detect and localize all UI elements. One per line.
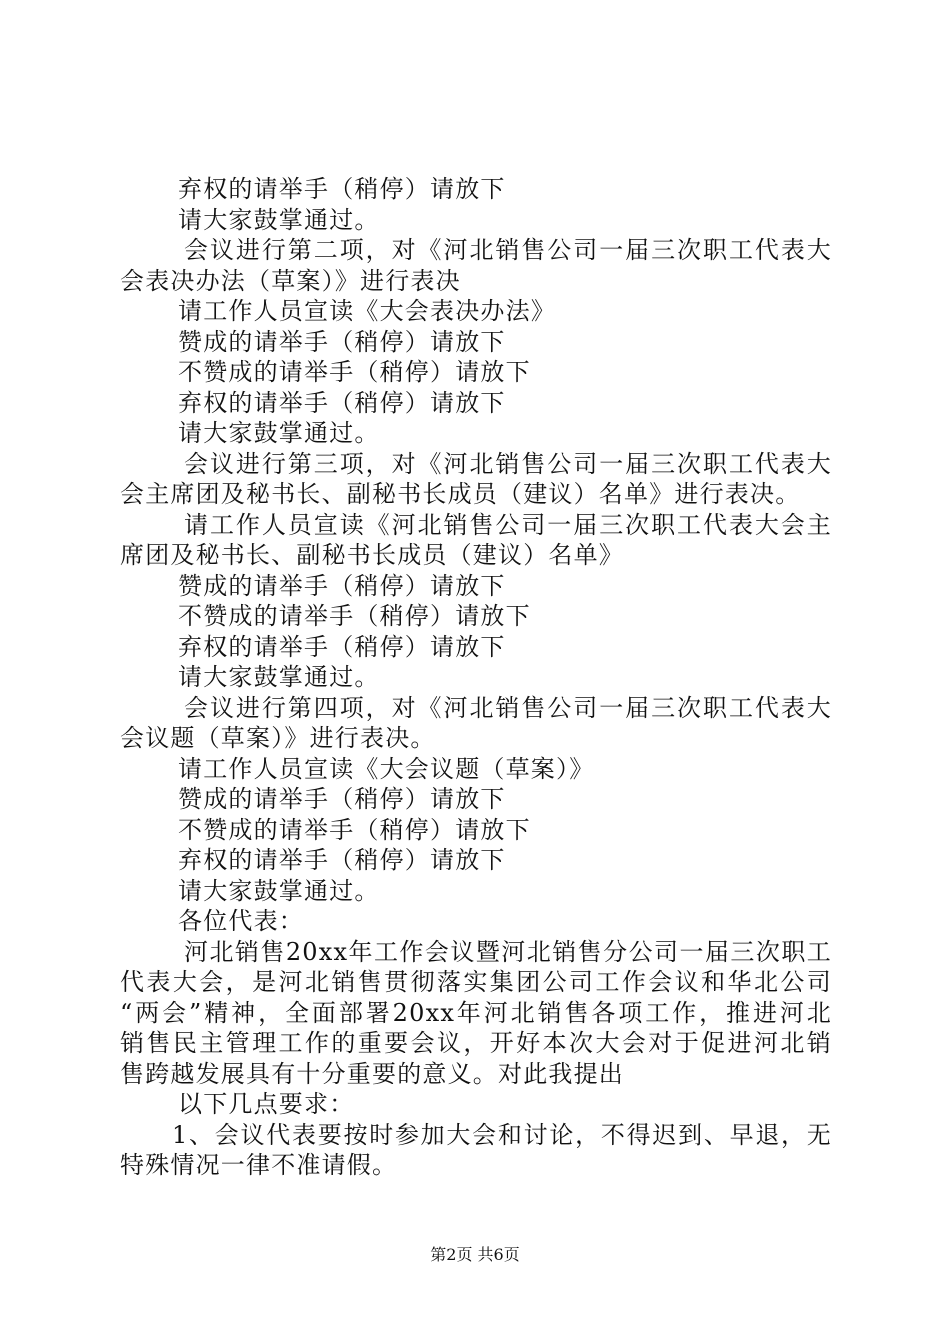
text-line: 请工作人员宣读《河北销售公司一届三次职工代表大会主 [184,510,832,539]
text-line: 不赞成的请举手（稍停）请放下 [178,815,531,844]
text-line: 请工作人员宣读《大会表决办法》 [178,297,556,325]
text-line: 特殊情况一律不准请假。 [120,1151,398,1179]
text-line: 弃权的请举手（稍停）请放下 [178,175,506,203]
text-line: 请大家鼓掌通过。 [178,419,380,447]
text-line: 会主席团及秘书长、副秘书长成员（建议）名单》进行表决。 [120,480,801,508]
text-line: 会议进行第二项，对《河北销售公司一届三次职工代表大 [184,236,832,264]
text-line: 赞成的请举手（稍停）请放下 [178,785,506,813]
text-line: 销售民主管理工作的重要会议，开好本次大会对于促进河北销 [120,1029,832,1057]
text-line: 1、会议代表要按时参加大会和讨论，不得迟到、早退，无 [172,1120,832,1149]
text-line: 代表大会，是河北销售贯彻落实集团公司工作会议和华北公司 [120,968,832,996]
text-line: 会表决办法（草案）》进行表决 [120,266,461,295]
document-body [120,174,832,1181]
text-line: 请大家鼓掌通过。 [178,205,380,234]
text-line: 会议进行第三项，对《河北销售公司一届三次职工代表大 [184,449,832,478]
text-line: 请大家鼓掌通过。 [178,876,380,905]
text-line: 会议进行第四项，对《河北销售公司一届三次职工代表大 [184,693,832,722]
page-footer [0,1245,950,1265]
text-line: 席团及秘书长、副秘书长成员（建议）名单》 [120,541,624,569]
text-line: 弃权的请举手（稍停）请放下 [178,846,506,874]
text-line: “两会”精神，全面部署20xx年河北销售各项工作，推进河北 [120,998,832,1027]
text-line: 弃权的请举手（稍停）请放下 [178,388,506,417]
text-line: 赞成的请举手（稍停）请放下 [178,571,506,600]
text-line: 请工作人员宣读《大会议题（草案）》 [178,754,595,783]
text-line: 售跨越发展具有十分重要的意义。对此我提出 [120,1059,624,1088]
text-line: 以下几点要求： [178,1090,355,1118]
text-line: 弃权的请举手（稍停）请放下 [178,632,506,661]
text-line: 会议题（草案）》进行表决。 [120,724,436,752]
text-line: 不赞成的请举手（稍停）请放下 [178,358,531,386]
text-line: 赞成的请举手（稍停）请放下 [178,327,506,356]
text-line: 河北销售20xx年工作会议暨河北销售分公司一届三次职工 [184,937,832,966]
text-line: 请大家鼓掌通过。 [178,663,380,691]
page-number: 第2页 共6页 [430,1245,520,1264]
text-line: 不赞成的请举手（稍停）请放下 [178,602,531,630]
text-line: 各位代表： [178,907,304,935]
